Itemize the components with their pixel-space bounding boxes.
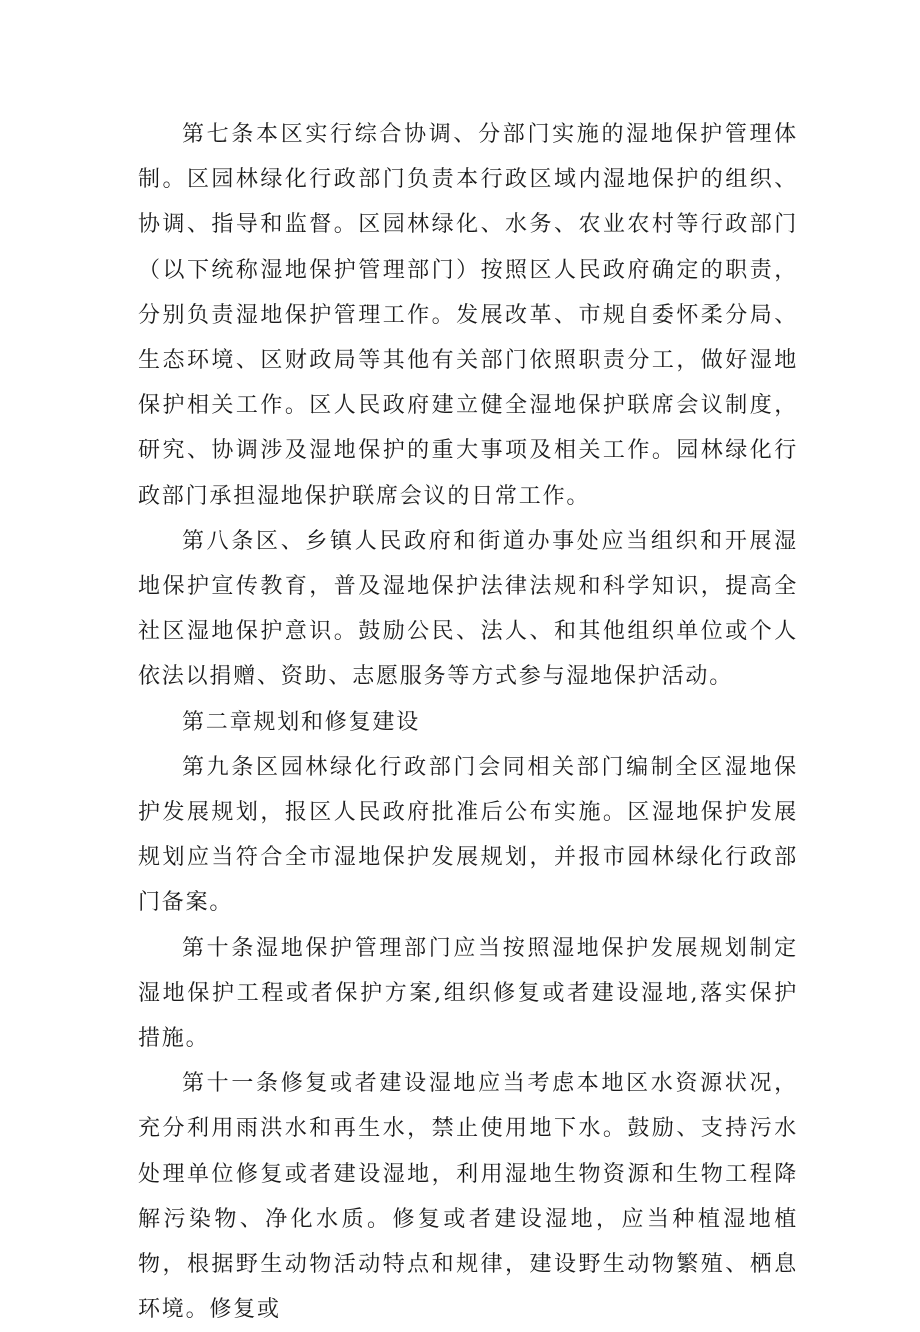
article-9-paragraph: 第九条区园林绿化行政部门会同相关部门编制全区湿地保护发展规划，报区人民政府批准后公布实施。区湿地保护发展规划应当符合全市湿地保护发展规划，并报市园林绿化行政部门备案。	[138, 754, 798, 916]
chapter-2-heading: 第二章规划和修复建设	[182, 709, 421, 735]
article-10-paragraph: 第十条湿地保护管理部门应当按照湿地保护发展规划制定湿地保护工程或者保护方案,组织修复或者建设湿地,落实保护措施。	[138, 935, 798, 1052]
article-11-paragraph: 第十一条修复或者建设湿地应当考虑本地区水资源状况，充分利用雨洪水和再生水，禁止使用地下水。鼓励、支持污水处理单位修复或者建设湿地，利用湿地生物资源和生物工程降解污染物、净化水质。修复或者建设湿地，应当种植湿地植物，根据野生动物活动特点和规律，建设野生动物繁殖、栖息环境。修复或	[138, 1071, 798, 1323]
article-8-paragraph: 第八条区、乡镇人民政府和街道办事处应当组织和开展湿地保护宣传教育，普及湿地保护法律法规和科学知识，提高全社区湿地保护意识。鼓励公民、法人、和其他组织单位或个人依法以捐赠、资助、志愿服务等方式参与湿地保护活动。	[138, 528, 798, 690]
article-7-paragraph: 第七条本区实行综合协调、分部门实施的湿地保护管理体制。区园林绿化行政部门负责本行政区域内湿地保护的组织、协调、指导和监督。区园林绿化、水务、农业农村等行政部门（以下统称湿地保护管理部门）按照区人民政府确定的职责，分别负责湿地保护管理工作。发展改革、市规自委怀柔分局、生态环境、区财政局等其他有关部门依照职责分工，做好湿地保护相关工作。区人民政府建立健全湿地保护联席会议制度，研究、协调涉及湿地保护的重大事项及相关工作。园林绿化行政部门承担湿地保护联席会议的日常工作。	[138, 122, 798, 509]
document-page	[138, 112, 798, 1332]
